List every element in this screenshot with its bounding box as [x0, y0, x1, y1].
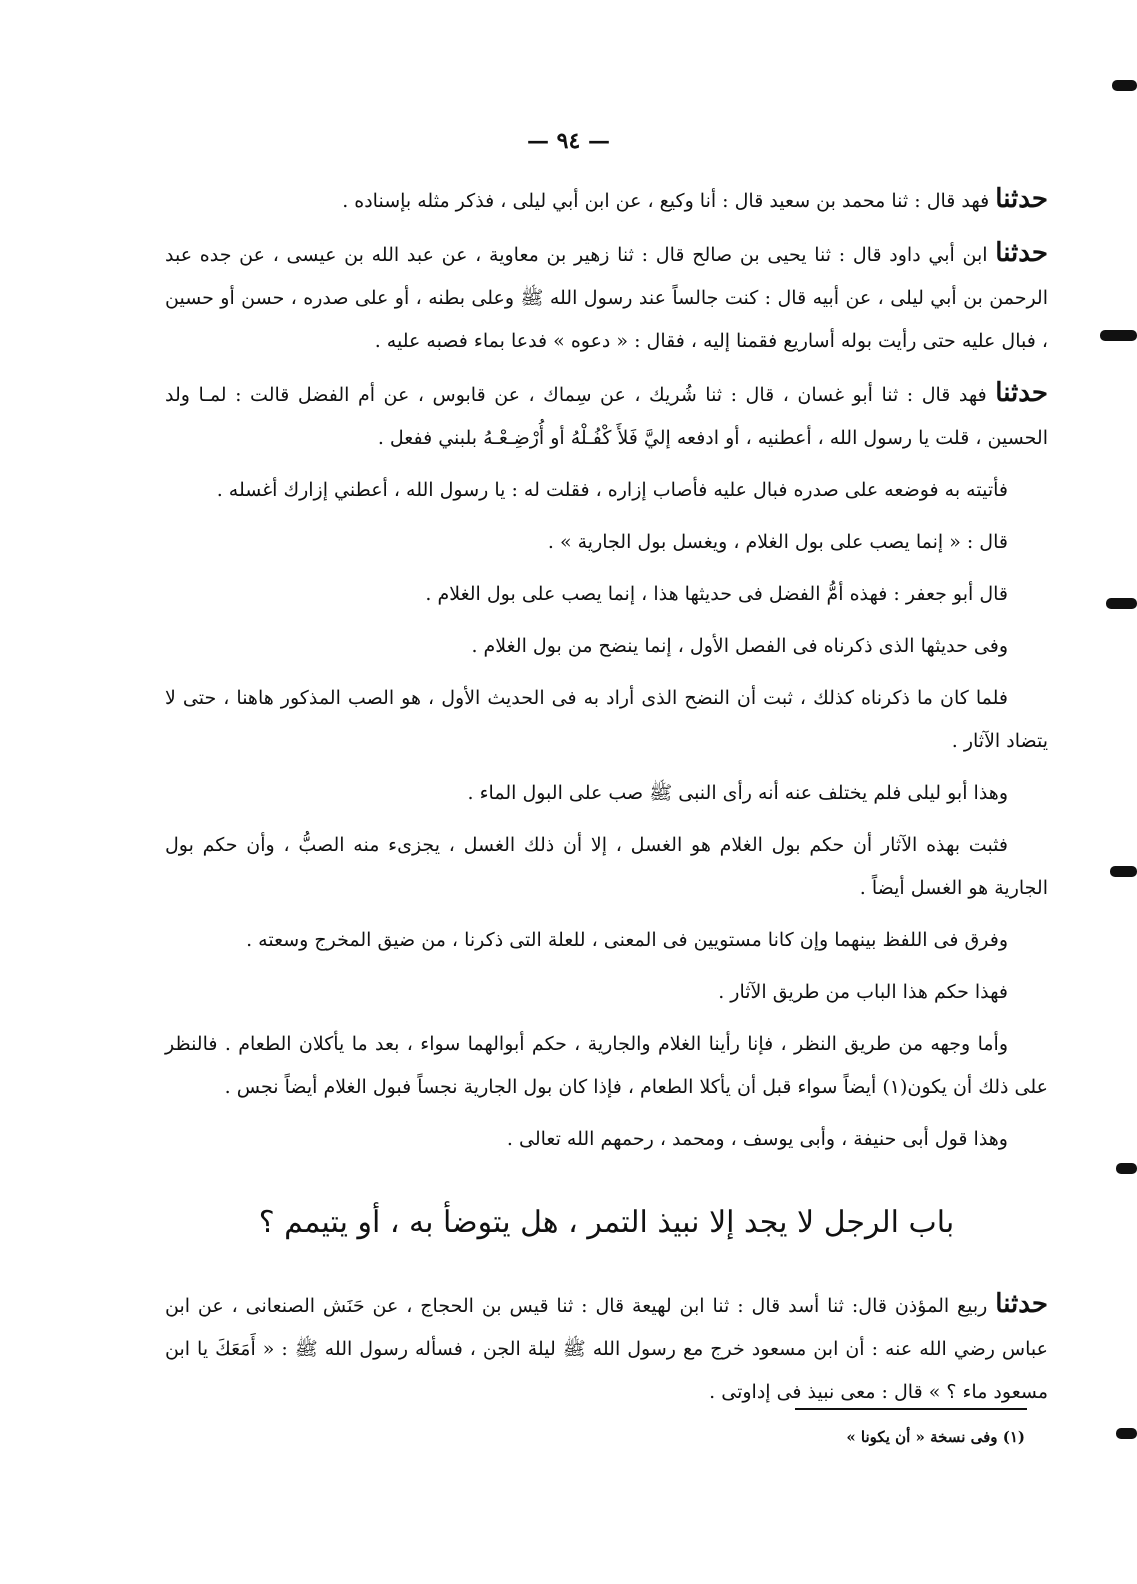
paragraph — [165, 824, 1048, 910]
paragraph-text: قال أبو جعفر : فهذه أمُّ الفضل فى حديثها هذا ، إنما يصب على بول الغلام . — [425, 583, 1008, 605]
paragraph-text: وأما وجهه من طريق النظر ، فإنا رأينا الغلام والجارية ، حكم أبوالهما سواء ، بعد ما يأكلان الطعام . فالنظر على ذلك أن يكون(١) أيضاً سواء قبل أن يأكلا الطعام ، فإذا كان بول الجارية نجساً فبول الغلام أيضاً نجس . — [165, 1033, 1048, 1098]
paragraph-text: فهد قال : ثنا محمد بن سعيد قال : أنا وكيع ، عن ابن أبي ليلى ، فذكر مثله بإسناده . — [342, 190, 996, 212]
main-text — [165, 178, 1048, 1423]
margin-mark — [1116, 1163, 1137, 1174]
paragraph — [165, 1023, 1048, 1109]
paragraph-text: فثبت بهذه الآثار أن حكم بول الغلام هو الغسل ، إلا أن ذلك الغسل ، يجزىء منه الصبُّ ، وأن حكم بول الجارية هو الغسل أيضاً . — [165, 834, 1048, 899]
margin-mark — [1106, 598, 1137, 609]
chapter-title: باب الرجل لا يجد إلا نبيذ التمر ، هل يتوضأ به ، أو يتيمم ؟ — [258, 1205, 955, 1240]
paragraph-text: وفى حديثها الذى ذكرناه فى الفصل الأول ، إنما ينضح من بول الغلام . — [471, 635, 1008, 657]
margin-mark — [1100, 330, 1137, 341]
paragraph — [165, 232, 1048, 363]
margin-mark — [1110, 866, 1137, 877]
paragraph-text: فهذا حكم هذا الباب من طريق الآثار . — [718, 981, 1008, 1003]
margin-mark — [1116, 1428, 1137, 1439]
paragraph-lead-word: حدثنا — [995, 378, 1048, 408]
footnote: (١) وفى نسخة « أن يكونا » — [846, 1428, 1025, 1446]
paragraph — [165, 1118, 1048, 1161]
paragraph — [165, 469, 1048, 512]
paragraph-text: ربيع المؤذن قال: ثنا أسد قال : ثنا ابن لهيعة قال : ثنا قيس بن الحجاج ، عن حَنَش الصنعانى ، عن ابن عباس رضي الله عنه : أن ابن مسعود خرج مع رسول الله ﷺ ليلة الجن ، فسأله رسول الله ﷺ : « أَمَعَكَ يا ابن مسعود ماء ؟ » قال : معى نبيذ فى إداوتى . — [165, 1295, 1048, 1403]
paragraph — [165, 625, 1048, 668]
paragraph-text: وفرق فى اللفظ بينهما وإن كانا مستويين فى المعنى ، للعلة التى ذكرنا ، من ضيق المخرج وسعته . — [246, 929, 1008, 951]
paragraph-lead-word: حدثنا — [995, 238, 1048, 268]
paragraph-lead-word: حدثنا — [995, 184, 1048, 214]
chapter-paragraph-list — [165, 1283, 1048, 1414]
paragraph-text: ابن أبي داود قال : ثنا يحيى بن صالح قال : ثنا زهير بن معاوية ، عن عبد الله بن عيسى ، عن جده عبد الرحمن بن أبي ليلى ، عن أبيه قال : كنت جالساً عند رسول الله ﷺ وعلى بطنه ، أو على صدره ، حسن أو حسين ، فبال عليه حتى رأيت بوله أساريع فقمنا إليه ، فقال : « دعوه » فدعا بماء فصبه عليه . — [165, 244, 1048, 352]
paragraph-text: فهد قال : ثنا أبو غسان ، قال : ثنا شُريك ، عن سِماك ، عن قابوس ، عن أم الفضل قالت : لمـا ولد الحسين ، قلت يا رسول الله ، أعطنيه ، أو ادفعه إليَّ فَلأَ كْفُـلْهُ أو أُرْضِـعْـهُ بلبني ففعل . — [165, 384, 1048, 449]
margin-mark — [1112, 80, 1137, 91]
paragraph-text: قال : « إنما يصب على بول الغلام ، ويغسل بول الجارية » . — [547, 531, 1008, 553]
footnote-divider — [795, 1408, 1027, 1410]
paragraph — [165, 372, 1048, 460]
paragraph-text: وهذا قول أبى حنيفة ، وأبى يوسف ، ومحمد ، رحمهم الله تعالى . — [506, 1128, 1008, 1150]
paragraph-text: وهذا أبو ليلى فلم يختلف عنه أنه رأى النبى ﷺ صب على البول الماء . — [467, 782, 1008, 804]
paragraph — [165, 971, 1048, 1014]
paragraph-list — [165, 178, 1048, 1161]
paragraph — [165, 573, 1048, 616]
paragraph — [165, 772, 1048, 815]
page-number: — ٩٤ — — [527, 128, 610, 154]
paragraph — [165, 178, 1048, 223]
paragraph — [165, 521, 1048, 564]
paragraph — [165, 677, 1048, 763]
paragraph-text: فأتيته به فوضعه على صدره فبال عليه فأصاب إزاره ، فقلت له : يا رسول الله ، أعطني إزارك أغسله . — [216, 479, 1008, 501]
paragraph — [165, 1283, 1048, 1414]
paragraph — [165, 919, 1048, 962]
paragraph-text: فلما كان ما ذكرناه كذلك ، ثبت أن النضح الذى أراد به فى الحديث الأول ، هو الصب المذكور هاهنا ، حتى لا يتضاد الآثار . — [165, 687, 1048, 752]
paragraph-lead-word: حدثنا — [995, 1289, 1048, 1319]
